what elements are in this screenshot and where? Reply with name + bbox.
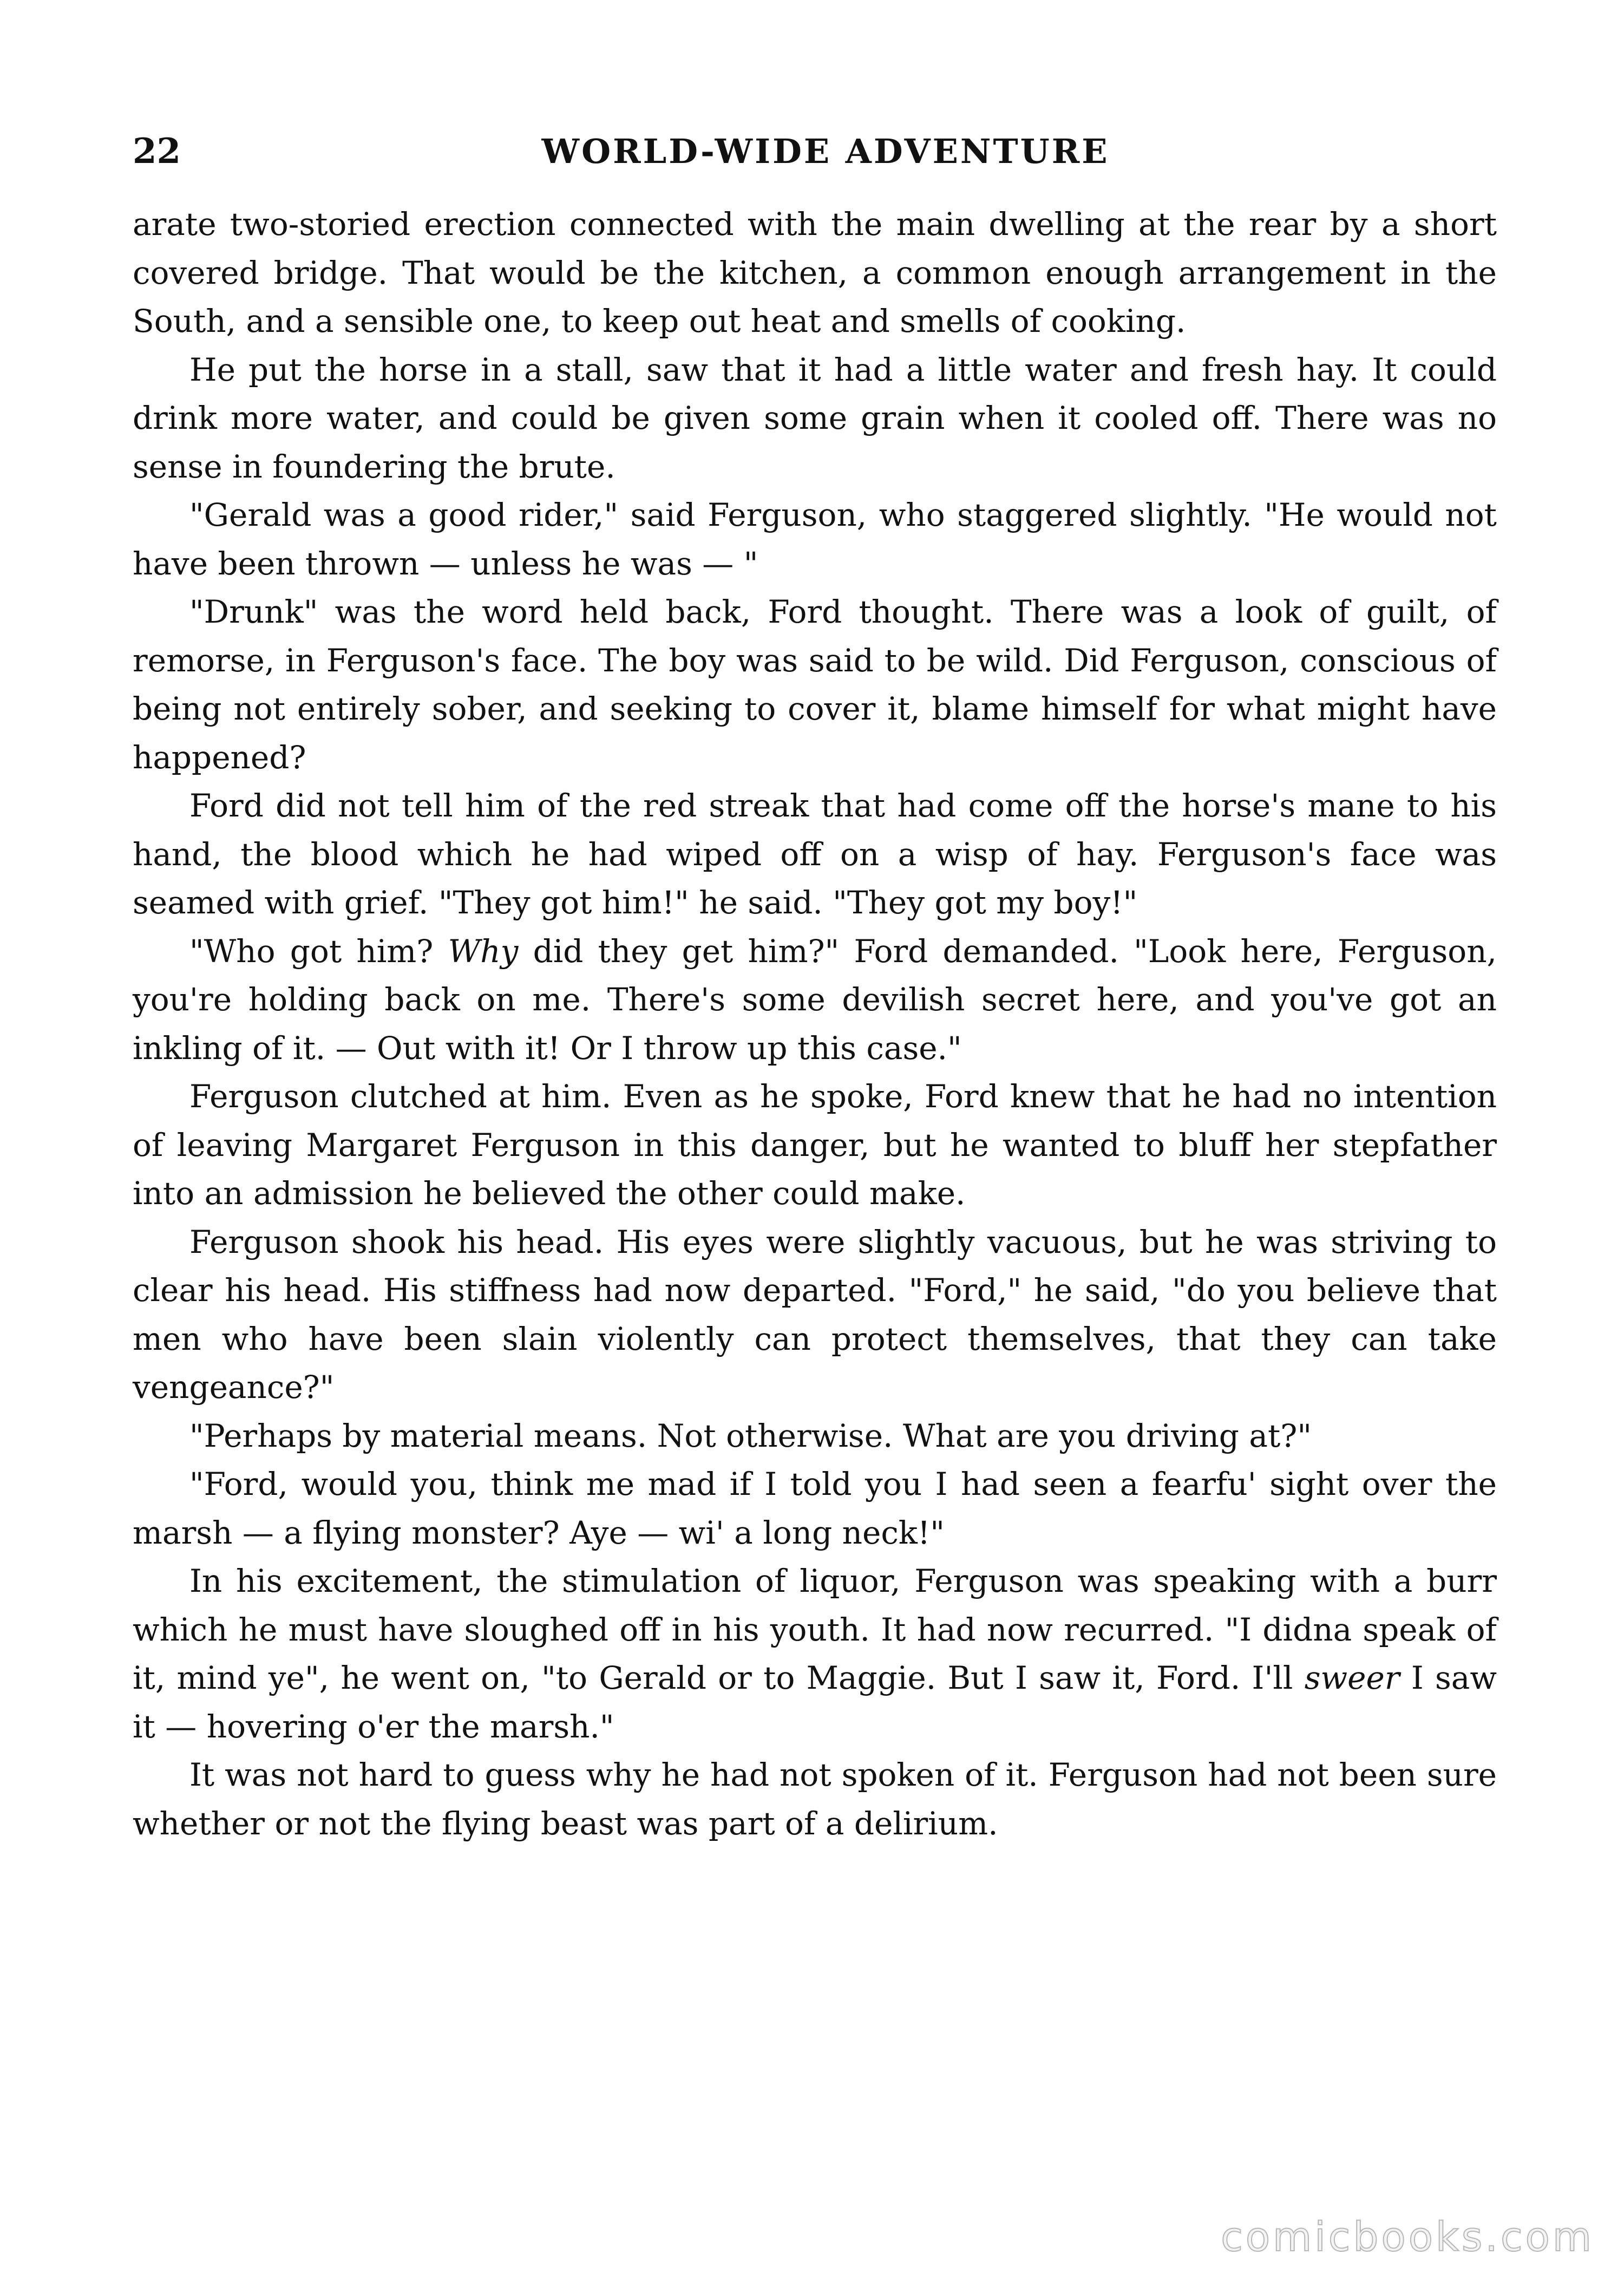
paragraph (133, 491, 1497, 588)
text-segment: arate two-storied erection connected with the main dwelling at the rear by a short covered bridge. That would be the kitchen, a common enough arrangement in the South, and a sensible one, to keep out heat and smells of cooking. (133, 206, 1497, 339)
text-segment: "Who got him? (189, 932, 448, 970)
italic-text: Why (448, 932, 519, 970)
text-segment: Ford did not tell him of the red streak that had come off the horse's mane to his hand, the blood which he had wiped off on a wisp of hay. Ferguson's face was seamed with grief. "They got him!" he said. "They got my boy!" (133, 787, 1497, 921)
paragraph (133, 588, 1497, 782)
running-head: WORLD-WIDE ADVENTURE (541, 132, 1110, 171)
watermark: comicbooks.com (1221, 2214, 1594, 2260)
text-segment: I saw it — hovering o'er the marsh." (133, 1659, 1497, 1745)
text-segment: Ferguson shook his head. His eyes were slightly vacuous, but he was striving to clear his head. His stiffness had now departed. "Ford," he said, "do you believe that men who have been slain violently can protect themselves, that they can take vengeance?" (133, 1223, 1497, 1406)
paragraph (133, 200, 1497, 346)
paragraph (133, 927, 1497, 1073)
paragraph (133, 1557, 1497, 1751)
book-page (133, 125, 1497, 2204)
text-segment: It was not hard to guess why he had not spoken of it. Ferguson had not been sure whether or not the flying beast was part of a delirium. (133, 1756, 1497, 1842)
page-header (133, 125, 1497, 200)
italic-text: sweer (1304, 1659, 1400, 1696)
body-text (133, 200, 1497, 1848)
paragraph (133, 1751, 1497, 1848)
paragraph (133, 1073, 1497, 1218)
text-segment: He put the horse in a stall, saw that it had a little water and fresh hay. It could drink more water, and could be given some grain when it cooled off. There was no sense in foundering the brute. (133, 351, 1497, 485)
paragraph (133, 346, 1497, 492)
text-segment: Ferguson clutched at him. Even as he spoke, Ford knew that he had no intention of leaving Margaret Ferguson in this danger, but he wanted to bluff her stepfather into an admission he believed the other could make. (133, 1078, 1497, 1212)
text-segment: "Gerald was a good rider," said Ferguson, who staggered slightly. "He would not have been thrown — unless he was — " (133, 496, 1497, 582)
text-segment: In his excitement, the stimulation of liquor, Ferguson was speaking with a burr which he must have sloughed off in his youth. It had now recurred. "I didna speak of it, mind ye", he went on, "to Gerald or to Maggie. But I saw it, Ford. I'll (133, 1563, 1497, 1696)
paragraph (133, 782, 1497, 927)
text-segment: "Perhaps by material means. Not otherwise. What are you driving at?" (189, 1417, 1312, 1454)
text-segment: "Ford, would you, think me mad if I told you I had seen a fearfu' sight over the marsh — a flying monster? Aye — wi' a long neck!" (133, 1466, 1497, 1551)
paragraph (133, 1412, 1497, 1461)
paragraph (133, 1218, 1497, 1412)
page-number: 22 (133, 131, 181, 172)
text-segment: did they get him?" Ford demanded. "Look here, Ferguson, you're holding back on me. There's some devilish secret here, and you've got an inkling of it. — Out with it! Or I throw up this case." (133, 932, 1497, 1067)
paragraph (133, 1460, 1497, 1557)
text-segment: "Drunk" was the word held back, Ford thought. There was a look of guilt, of remorse, in Ferguson's face. The boy was said to be wild. Did Ferguson, conscious of being not entirely sober, and seeking to cover it, blame himself for what might have happened? (133, 593, 1497, 776)
